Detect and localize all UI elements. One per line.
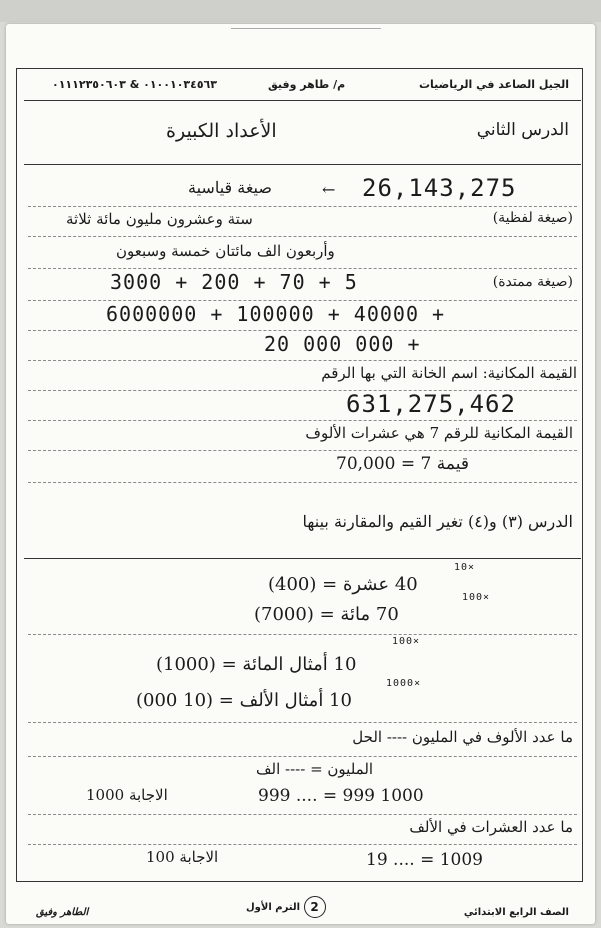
question-thousands-in-million: ما عدد الألوف في المليون ---- الحل bbox=[352, 728, 573, 746]
word-form-label: (صيغة لفظية) bbox=[492, 210, 573, 226]
answer-1000: الاجابة 1000 bbox=[86, 786, 168, 804]
ruled-line bbox=[28, 756, 577, 757]
title-divider bbox=[24, 164, 581, 165]
top-strip bbox=[0, 0, 601, 22]
page-footer bbox=[246, 896, 326, 918]
lesson-title: الأعداد الكبيرة bbox=[166, 120, 277, 142]
header-divider bbox=[24, 100, 581, 101]
book-title: الجيل الصاعد في الرياضيات bbox=[418, 78, 569, 91]
section-divider bbox=[24, 558, 581, 559]
ruled-line bbox=[28, 844, 577, 845]
page-number: 2 bbox=[304, 896, 326, 918]
expanded-form-line2: 6000000 + 100000 + 40000 + bbox=[106, 302, 446, 326]
row-tens: 40 عشرة = (400) bbox=[268, 574, 418, 595]
ruled-line bbox=[28, 236, 577, 237]
expanded-form-line3: 20 000 000 + bbox=[264, 332, 421, 356]
ruled-line bbox=[28, 722, 577, 723]
standard-number: 26,143,275 bbox=[362, 174, 517, 202]
word-form-line2: وأربعون الف مائتان خمسة وسبعون bbox=[116, 242, 335, 260]
annotation-multiply-100: 100× bbox=[462, 592, 491, 603]
answer-100: الاجابة 100 bbox=[146, 848, 219, 866]
ruled-line bbox=[28, 450, 577, 451]
annotation-multiply-10: 10× bbox=[454, 562, 476, 573]
annotation-multiply-1000: 1000× bbox=[386, 678, 422, 689]
arrow-icon: ← bbox=[322, 180, 336, 199]
annotation-multiply-100b: 100× bbox=[392, 636, 421, 647]
place-value-definition: القيمة المكانية: اسم الخانة التي بها الرقم bbox=[321, 364, 577, 382]
row-ten-thousands: 10 أمثال الألف = (10 000) bbox=[136, 690, 352, 711]
expanded-form-label: (صيغة ممتدة) bbox=[492, 274, 573, 290]
ruled-line bbox=[28, 814, 577, 815]
grade-label: الصف الرابع الابتدائي bbox=[463, 907, 569, 918]
standard-label: صيغة قياسية bbox=[188, 178, 272, 197]
ruled-line bbox=[28, 206, 577, 207]
lesson-label: الدرس الثاني bbox=[476, 120, 569, 140]
ruled-line bbox=[28, 482, 577, 483]
place-value-answer: قيمة 7 = 70,000 bbox=[336, 454, 469, 474]
ruled-line bbox=[28, 300, 577, 301]
question-tens-in-thousand: ما عدد العشرات في الألف bbox=[409, 818, 573, 836]
ruled-line bbox=[28, 330, 577, 331]
row-ten-hundreds: 10 أمثال المائة = (1000) bbox=[156, 654, 357, 675]
teacher-signature: الطاهر وفيق bbox=[36, 907, 89, 918]
phone-numbers: ٠١٠٠١٠٣٤٥٦٣ & ٠١١١٢٣٥٠٦٠٣ bbox=[52, 78, 217, 91]
ruled-line bbox=[28, 420, 577, 421]
place-value-number: 631,275,462 bbox=[346, 390, 516, 418]
place-value-question: القيمة المكانية للرقم 7 هي عشرات الألوف bbox=[305, 424, 573, 442]
teacher-name: م/ طاهر وفيق bbox=[268, 78, 346, 91]
ruled-line bbox=[28, 360, 577, 361]
thousand-working: 1009 = .... 19 bbox=[366, 850, 483, 870]
word-form-line1: ستة وعشرون مليون مائة ثلاثة bbox=[66, 210, 253, 228]
term-label: الترم الأول bbox=[246, 902, 301, 913]
worksheet-page bbox=[6, 24, 595, 924]
ruled-line bbox=[28, 634, 577, 635]
ruled-line bbox=[28, 268, 577, 269]
row-hundreds: 70 مائة = (7000) bbox=[254, 604, 399, 625]
million-working: 1000 999 = .... 999 bbox=[258, 786, 424, 806]
expanded-form-line1: 3000 + 200 + 70 + 5 bbox=[110, 270, 358, 294]
page-tear bbox=[231, 24, 381, 29]
million-equals: المليون = ---- الف bbox=[256, 760, 374, 778]
lesson-3-4-title: الدرس (٣) و(٤) تغير القيم والمقارنة بينها bbox=[302, 512, 573, 531]
